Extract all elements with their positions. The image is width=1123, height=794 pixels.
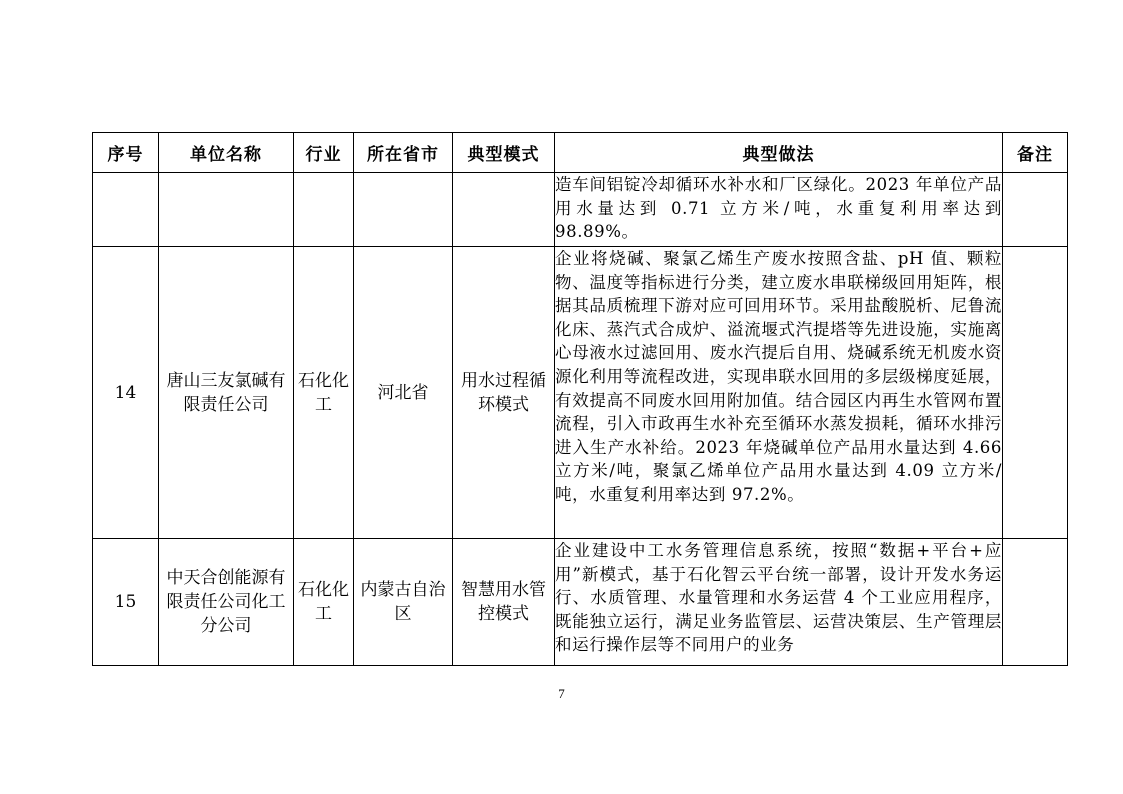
cell-unit-name: 唐山三友氯碱有限责任公司 (159, 247, 294, 539)
header-province: 所在省市 (354, 133, 453, 173)
cell-practice (555, 539, 1003, 666)
table-header-row (93, 133, 1068, 173)
cell-index: 14 (93, 247, 159, 539)
practice-text: 企业建设中工水务管理信息系统，按照“数据+平台+应用”新模式，基于石化智云平台统一部署，设计开发水务运行、水质管理、水量管理和水务运营 4 个工业应用程序，既能独立运行，满足业务监管层、运营决策层、生产管理层和运行操作层等不同用户的业务 (555, 541, 1002, 655)
cell-industry: 石化化工 (294, 247, 354, 539)
page-number: 7 (558, 686, 565, 701)
cell-model: 智慧用水管控模式 (453, 539, 555, 666)
header-unit-name: 单位名称 (159, 133, 294, 173)
cell-province: 河北省 (354, 247, 453, 539)
cell-practice: 造车间铝锭冷却循环水补水和厂区绿化。2023 年单位产品用水量达到 0.71 立方米/吨，水重复利用率达到 98.89%。 (555, 173, 1003, 247)
cell-province (354, 173, 453, 247)
cell-model (453, 173, 555, 247)
water-practice-table (92, 132, 1068, 666)
table-row (93, 539, 1068, 666)
cell-unit-name: 中天合创能源有限责任公司化工分公司 (159, 539, 294, 666)
header-practice: 典型做法 (555, 133, 1003, 173)
cell-index (93, 173, 159, 247)
cell-industry (294, 173, 354, 247)
cell-remarks (1003, 539, 1068, 666)
cell-remarks (1003, 173, 1068, 247)
header-model: 典型模式 (453, 133, 555, 173)
table-row (93, 247, 1068, 539)
cell-practice: 企业将烧碱、聚氯乙烯生产废水按照含盐、pH 值、颗粒物、温度等指标进行分类，建立废水串联梯级回用矩阵，根据其品质梳理下游对应可回用环节。采用盐酸脱析、尼鲁流化床、蒸汽式合成炉、溢流堰式汽提塔等先进设施，实施离心母液水过滤回用、废水汽提后自用、烧碱系统无机废水资源化利用等流程改进，实现串联水回用的多层级梯度延展，有效提高不同废水回用附加值。结合园区内再生水管网布置流程，引入市政再生水补充至循环水蒸发损耗，循环水排污进入生产水补给。2023 年烧碱单位产品用水量达到 4.66 立方米/吨，聚氯乙烯单位产品用水量达到 4.09 立方米/吨，水重复利用率达到 97.2%。 (555, 247, 1003, 539)
header-remarks: 备注 (1003, 133, 1068, 173)
cell-model: 用水过程循环模式 (453, 247, 555, 539)
table-row (93, 173, 1068, 247)
header-industry: 行业 (294, 133, 354, 173)
cell-unit-name (159, 173, 294, 247)
cell-remarks (1003, 247, 1068, 539)
cell-index: 15 (93, 539, 159, 666)
cell-province: 内蒙古自治区 (354, 539, 453, 666)
header-index: 序号 (93, 133, 159, 173)
cell-industry: 石化化工 (294, 539, 354, 666)
